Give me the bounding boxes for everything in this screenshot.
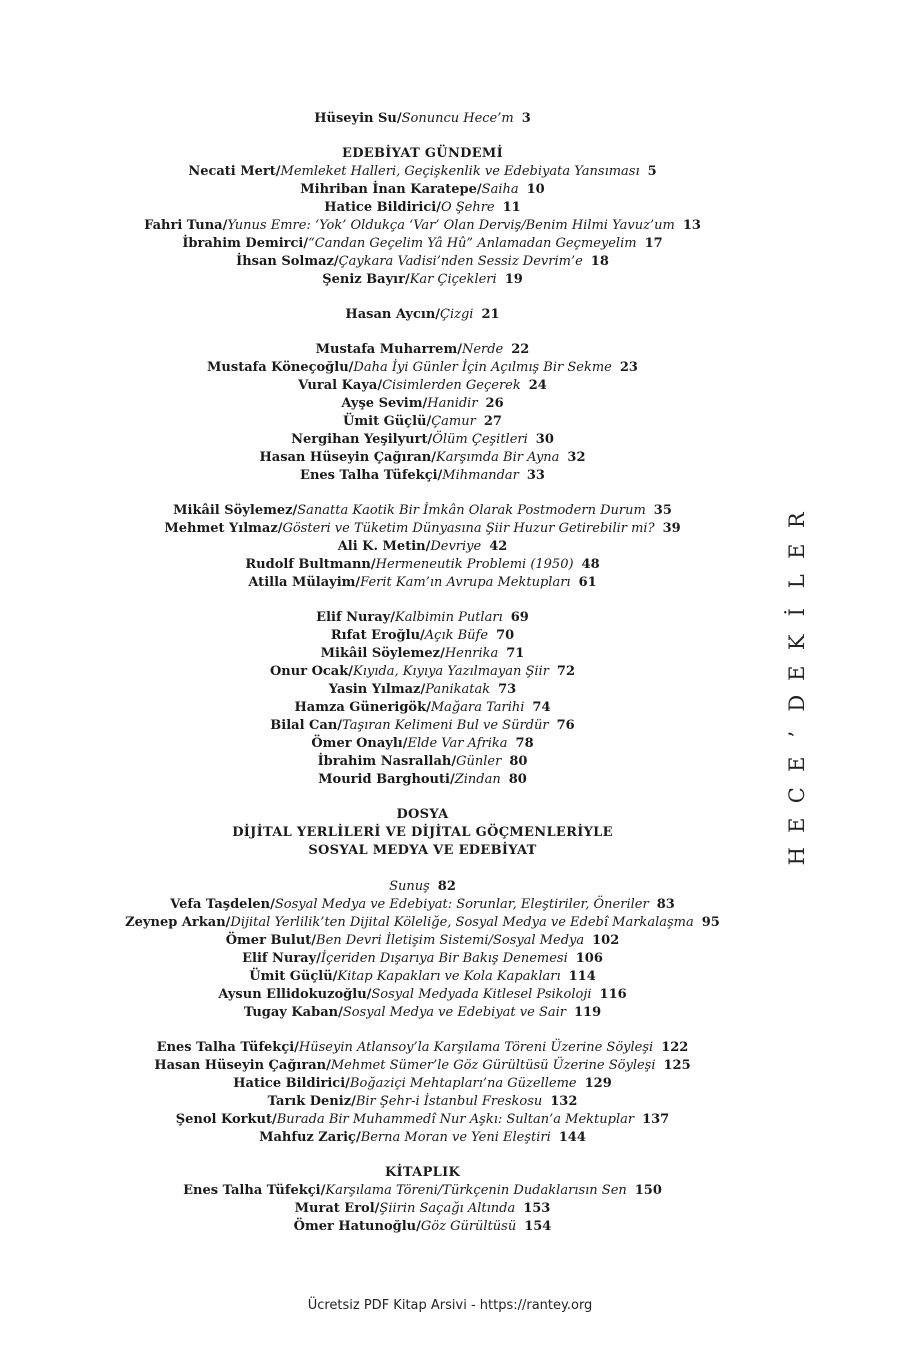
entry-separator: / [316, 951, 321, 966]
toc-entry [0, 878, 845, 896]
entry-title: Yunus Emre: ‘Yok’ Oldukça ‘Var’ Olan Derviş/Benim Hilmi Yavuz’um [227, 218, 675, 233]
section-header: DOSYA [396, 807, 449, 822]
entry-author: Mehmet Yılmaz [164, 521, 278, 536]
entry-separator: / [294, 1040, 299, 1055]
entry-page-number: 129 [584, 1076, 612, 1091]
entry-page-number: 21 [481, 307, 500, 322]
entry-author: Ayşe Sevim [341, 396, 423, 411]
entry-separator: / [275, 164, 281, 179]
entry-title: İçeriden Dışarıya Bir Bakış Denemesi [320, 951, 568, 966]
toc-entry [0, 574, 845, 592]
entry-page-number: 106 [575, 951, 603, 966]
entry-separator: / [366, 987, 372, 1002]
toc-entry [0, 253, 845, 271]
toc-entry [0, 395, 845, 413]
entry-page-number: 132 [550, 1094, 578, 1109]
entry-author: Ali K. Metin [337, 539, 426, 554]
toc-section [0, 306, 845, 324]
toc-entry [0, 914, 845, 932]
section-header: SOSYAL MEDYA VE EDEBİYAT [308, 843, 537, 858]
entry-title: Kitap Kapakları ve Kola Kapakları [337, 969, 561, 984]
entry-author: Tugay Kaban [243, 1005, 339, 1020]
entry-page-number: 69 [510, 610, 529, 625]
toc-entry [0, 627, 845, 645]
entry-page-number: 70 [496, 628, 515, 643]
toc-section [0, 806, 845, 1022]
entry-separator: / [377, 378, 383, 393]
entry-separator: / [311, 933, 317, 948]
entry-page-number: 119 [573, 1005, 602, 1020]
toc-entry [0, 968, 845, 986]
toc-section [0, 502, 845, 592]
toc-entry [0, 449, 845, 467]
entry-author: Necati Mert [188, 164, 276, 179]
entry-page-number: 116 [599, 987, 627, 1002]
entry-page-number: 5 [647, 164, 657, 179]
toc-entry [0, 753, 845, 771]
entry-page-number: 137 [642, 1112, 670, 1127]
toc-entry [0, 359, 845, 377]
toc-entry [0, 377, 845, 395]
entry-separator: / [449, 772, 455, 787]
entry-page-number: 24 [528, 378, 547, 393]
entry-separator: / [374, 1201, 380, 1216]
entry-title: Kar Çiçekleri [409, 272, 497, 287]
entry-title: Günler [456, 754, 502, 769]
section-header: EDEBİYAT GÜNDEMİ [342, 146, 503, 161]
entry-separator: / [355, 575, 361, 590]
entry-title: Mihmandar [442, 468, 519, 483]
entry-page-number: 102 [592, 933, 620, 948]
toc-entry [0, 717, 845, 735]
entry-title: Mağara Tarihi [430, 700, 525, 715]
entry-author: Elif Nuray [316, 610, 391, 625]
entry-separator: / [425, 539, 431, 554]
entry-separator: / [404, 272, 410, 287]
entry-separator: / [422, 396, 428, 411]
entry-author: Hasan Hüseyin Çağıran [259, 450, 432, 465]
toc-entry [0, 1004, 845, 1022]
toc-entry [0, 1039, 845, 1057]
toc-entry [0, 645, 845, 663]
toc-entry [0, 1129, 845, 1147]
entry-separator: / [326, 1058, 331, 1073]
vertical-title-letter: İ [784, 607, 809, 616]
entry-title: Daha İyi Günler İçin Açılmış Bir Sekme [353, 360, 612, 375]
entry-author: Mikâil Söylemez [320, 646, 441, 661]
toc-entry [0, 1075, 845, 1093]
entry-page-number: 72 [556, 664, 576, 679]
entry-title: Boğaziçi Mehtapları’na Güzelleme [349, 1076, 577, 1091]
entry-author: Hasan Aycın [345, 307, 436, 322]
entry-separator: / [225, 915, 231, 930]
entry-separator: / [402, 736, 408, 751]
section-header: DİJİTAL YERLİLERİ VE DİJİTAL GÖÇMENLERİYLE [232, 825, 613, 840]
entry-page-number: 27 [483, 414, 502, 429]
entry-separator: / [348, 664, 353, 679]
entry-author: Hatice Bildirici [233, 1076, 346, 1091]
entry-page-number: 71 [506, 646, 525, 661]
entry-title: Şiirin Saçağı Altında [379, 1201, 516, 1216]
toc-entry [0, 1182, 845, 1200]
toc-entry [0, 1200, 845, 1218]
entry-separator: / [435, 307, 441, 322]
entry-author: Yasin Yılmaz [328, 682, 421, 697]
vertical-title-letter: ’ [784, 730, 809, 738]
entry-page-number: 18 [590, 254, 609, 269]
toc-section [0, 609, 845, 789]
entry-separator: / [370, 557, 376, 572]
entry-title: Sonuncu Hece’m [401, 111, 514, 126]
entry-author: Mustafa Köneçoğlu [207, 360, 349, 375]
toc-section [0, 110, 845, 128]
entry-author: Ömer Hatunoğlu [293, 1219, 417, 1234]
entry-page-number: 26 [485, 396, 504, 411]
entry-title: Çizgi [440, 307, 474, 322]
entry-title: Henrika [444, 646, 499, 661]
vertical-title-letter: R [784, 512, 809, 529]
entry-author: Hatice Bildirici [324, 200, 437, 215]
entry-author: Mourid Barghouti [318, 772, 450, 787]
section-header: KİTAPLIK [384, 1165, 461, 1180]
entry-page-number: 114 [568, 969, 596, 984]
vertical-title-letter: L [784, 574, 809, 589]
entry-title: Sosyal Medya ve Edebiyat ve Sair [342, 1005, 566, 1020]
toc-entry [0, 1093, 845, 1111]
entry-separator: / [320, 1183, 326, 1198]
toc-entry [0, 663, 845, 681]
toc-entry [0, 217, 845, 235]
toc-entry [0, 556, 845, 574]
entry-author: Bilal Can [270, 718, 338, 733]
entry-author: Mahfuz Zariç [259, 1130, 356, 1145]
entry-title: Kalbimin Putları [395, 610, 503, 625]
entry-title: Gösteri ve Tüketim Dünyasına Şiir Huzur Getirebilir mi? [282, 521, 655, 536]
toc-entry [0, 235, 845, 253]
entry-title: Saiha [481, 182, 519, 197]
entry-separator: / [426, 700, 431, 715]
entry-title: Karşılama Töreni/Türkçenin Dudaklarısın Sen [325, 1183, 627, 1198]
toc-entry [0, 896, 845, 914]
entry-separator: / [333, 254, 339, 269]
entry-author: Vural Kaya [298, 378, 378, 393]
entry-separator: / [437, 468, 443, 483]
entry-page-number: 42 [489, 539, 508, 554]
entry-separator: / [345, 1076, 350, 1091]
toc-entry [0, 271, 845, 289]
entry-page-number: 150 [634, 1183, 662, 1198]
entry-page-number: 78 [515, 736, 534, 751]
entry-separator: / [355, 1130, 361, 1145]
vertical-title-letter: C [784, 786, 809, 803]
toc-entry [0, 609, 845, 627]
entry-title: Hüseyin Atlansoy’la Karşılama Töreni Üzerine Söyleşi [298, 1040, 654, 1055]
entry-separator: / [436, 200, 441, 215]
entry-page-number: 76 [556, 718, 575, 733]
entry-separator: / [332, 969, 338, 984]
entry-author: İhsan Solmaz [236, 254, 334, 269]
entry-page-number: 19 [504, 272, 523, 287]
entry-title: Sosyal Medyada Kitlesel Psikoloji [371, 987, 592, 1002]
vertical-title-letter: E [784, 756, 809, 772]
vertical-page-title [785, 505, 809, 871]
vertical-title-letter: E [784, 543, 809, 559]
entry-author: İbrahim Nasrallah [317, 754, 452, 769]
entry-title: Ben Devri İletişim Sistemi/Sosyal Medya [316, 933, 585, 948]
toc-entry [0, 181, 845, 199]
entry-author: Aysun Ellidokuzoğlu [218, 987, 367, 1002]
entry-author: Murat Erol [294, 1201, 375, 1216]
entry-author: Rudolf Bultmann [245, 557, 371, 572]
entry-author: Mihriban İnan Karatepe [300, 182, 477, 197]
entry-page-number: 33 [526, 468, 545, 483]
toc-entry [0, 932, 845, 950]
entry-title: Ferit Kam’ın Avrupa Mektupları [360, 575, 571, 590]
entry-page-number: 10 [526, 182, 545, 197]
entry-author: Tarık Deniz [267, 1094, 352, 1109]
entry-page-number: 95 [701, 915, 720, 930]
entry-page-number: 153 [523, 1201, 551, 1216]
entry-page-number: 144 [558, 1130, 586, 1145]
toc-entry [0, 1218, 845, 1236]
entry-page-number: 3 [521, 111, 531, 126]
entry-page-number: 82 [437, 879, 456, 894]
entry-author: Hasan Hüseyin Çağıran [154, 1058, 327, 1073]
entry-separator: / [348, 360, 354, 375]
toc-entry [0, 163, 845, 181]
entry-title: Nerde [461, 342, 504, 357]
entry-separator: / [431, 450, 436, 465]
entry-page-number: 35 [653, 503, 672, 518]
toc-section [0, 145, 845, 289]
entry-separator: / [420, 682, 426, 697]
entry-author: Atilla Mülayim [248, 575, 356, 590]
entry-separator: / [351, 1094, 356, 1109]
entry-separator: / [451, 754, 457, 769]
entry-author: Hüseyin Su [314, 111, 397, 126]
entry-title: Devriye [430, 539, 482, 554]
toc-entry [0, 413, 845, 431]
entry-title: Ölüm Çeşitleri [432, 432, 528, 447]
entry-separator: / [277, 521, 283, 536]
entry-title: Hanidir [427, 396, 478, 411]
entry-author: Enes Talha Tüfekçi [183, 1183, 321, 1198]
entry-title: Karşımda Bir Ayna [435, 450, 560, 465]
entry-page-number: 32 [567, 450, 586, 465]
entry-page-number: 125 [663, 1058, 691, 1073]
toc-entry [0, 986, 845, 1004]
vertical-title-letter: K [784, 634, 809, 651]
entry-author: Mikâil Söylemez [173, 503, 293, 518]
entry-author: Ömer Bulut [225, 933, 312, 948]
entry-title: Sanatta Kaotik Bir İmkân Olarak Postmodern Durum [297, 503, 646, 518]
entry-author: Enes Talha Tüfekçi [300, 468, 438, 483]
toc-entry [0, 110, 845, 128]
entry-title: Sosyal Medya ve Edebiyat: Sorunlar, Eleştiriler, Öneriler [274, 897, 649, 912]
toc-entry [0, 431, 845, 449]
toc-entry [0, 467, 845, 485]
toc-entry [0, 771, 845, 789]
toc-entry [0, 520, 845, 538]
entry-separator: / [338, 1005, 343, 1020]
entry-title: O Şehre [440, 200, 495, 215]
entry-title: Berna Moran ve Yeni Eleştiri [360, 1130, 551, 1145]
entry-page-number: 39 [662, 521, 681, 536]
vertical-title-letter: E [784, 817, 809, 833]
entry-title: Sunuş [389, 879, 430, 894]
entry-author: Şenol Korkut [175, 1112, 272, 1127]
footer-text: Ücretsiz PDF Kitap Arsivi - https://rantey.org [307, 1298, 593, 1313]
entry-title: Çamur [431, 414, 476, 429]
toc-section [0, 1039, 845, 1147]
entry-page-number: 80 [508, 772, 527, 787]
entry-page-number: 61 [578, 575, 597, 590]
toc-entry [0, 306, 845, 324]
toc-entry [0, 950, 845, 968]
entry-page-number: 48 [581, 557, 600, 572]
entry-page-number: 17 [644, 236, 663, 251]
entry-author: Zeynep Arkan [125, 915, 226, 930]
entry-title: Elde Var Afrika [407, 736, 508, 751]
entry-title: Kıyıda, Kıyıya Yazılmayan Şiir [353, 664, 549, 679]
toc-entry [0, 681, 845, 699]
entry-author: Fahri Tuna [144, 218, 223, 233]
entry-title: Panikatak [425, 682, 491, 697]
vertical-title-letter: D [784, 694, 809, 712]
entry-separator: / [270, 897, 275, 912]
toc-entry [0, 538, 845, 556]
entry-title: Mehmet Sümer’le Göz Gürültüsü Üzerine Söyleşi [330, 1058, 656, 1073]
entry-title: Zindan [454, 772, 501, 787]
entry-separator: / [222, 218, 228, 233]
entry-title: Açık Büfe [424, 628, 489, 643]
entry-page-number: 11 [502, 200, 521, 215]
entry-separator: / [427, 432, 433, 447]
entry-separator: / [292, 503, 298, 518]
entry-page-number: 83 [656, 897, 675, 912]
entry-author: Enes Talha Tüfekçi [156, 1040, 295, 1055]
table-of-contents [0, 110, 845, 1253]
entry-title: Taşıran Kelimeni Bul ve Sürdür [342, 718, 549, 733]
entry-author: Nergihan Yeşilyurt [291, 432, 428, 447]
entry-title: Dijital Yerlilik’ten Dijital Köleliğe, Sosyal Medya ve Edebî Markalaşma [230, 915, 694, 930]
entry-page-number: 23 [619, 360, 638, 375]
entry-title: Burada Bir Muhammedî Nur Aşkı: Sultan’a Mektuplar [276, 1112, 635, 1127]
entry-page-number: 13 [682, 218, 701, 233]
entry-author: İbrahim Demirci [182, 236, 304, 251]
entry-author: Ümit Güçlü [343, 414, 427, 429]
entry-title: Göz Gürültüsü [420, 1219, 517, 1234]
toc-entry [0, 199, 845, 217]
entry-page-number: 22 [511, 342, 530, 357]
toc-section [0, 1164, 845, 1236]
entry-author: Mustafa Muharrem [315, 342, 458, 357]
entry-author: Elif Nuray [242, 951, 317, 966]
entry-page-number: 73 [498, 682, 517, 697]
entry-title: Memleket Halleri, Geçişkenlik ve Edebiyata Yansıması [280, 164, 640, 179]
entry-separator: / [396, 111, 402, 126]
vertical-title-letter: E [784, 665, 809, 681]
entry-separator: / [426, 414, 432, 429]
toc-entry [0, 1057, 845, 1075]
entry-separator: / [420, 628, 425, 643]
entry-author: Onur Ocak [269, 664, 349, 679]
toc-entry [0, 502, 845, 520]
entry-page-number: 30 [535, 432, 554, 447]
entry-title: “Candan Geçelim Yâ Hû” Anlamadan Geçmeyelim [308, 236, 637, 251]
toc-entry [0, 699, 845, 717]
entry-separator: / [440, 646, 445, 661]
toc-entry [0, 1111, 845, 1129]
vertical-title-letter: H [784, 846, 809, 865]
entry-author: Ümit Güçlü [249, 969, 333, 984]
entry-page-number: 122 [661, 1040, 689, 1055]
entry-page-number: 80 [509, 754, 528, 769]
entry-author: Vefa Taşdelen [170, 897, 271, 912]
entry-separator: / [457, 342, 462, 357]
entry-title: Hermeneutik Problemi (1950) [375, 557, 574, 572]
toc-entry [0, 735, 845, 753]
toc-section [0, 341, 845, 485]
toc-entry [0, 341, 845, 359]
entry-page-number: 74 [532, 700, 551, 715]
entry-separator: / [476, 182, 482, 197]
entry-title: Çaykara Vadisi’nden Sessiz Devrim’e [338, 254, 583, 269]
entry-title: Cisimlerden Geçerek [382, 378, 521, 393]
entry-separator: / [303, 236, 309, 251]
entry-page-number: 154 [524, 1219, 552, 1234]
entry-author: Hamza Günerigök [294, 700, 427, 715]
entry-separator: / [272, 1112, 277, 1127]
entry-title: Bir Şehr-i İstanbul Freskosu [355, 1094, 543, 1109]
entry-separator: / [390, 610, 395, 625]
entry-author: Ömer Onaylı [311, 736, 403, 751]
entry-author: Rıfat Eroğlu [330, 628, 421, 643]
entry-separator: / [416, 1219, 421, 1234]
entry-author: Şeniz Bayır [322, 272, 405, 287]
entry-separator: / [337, 718, 343, 733]
